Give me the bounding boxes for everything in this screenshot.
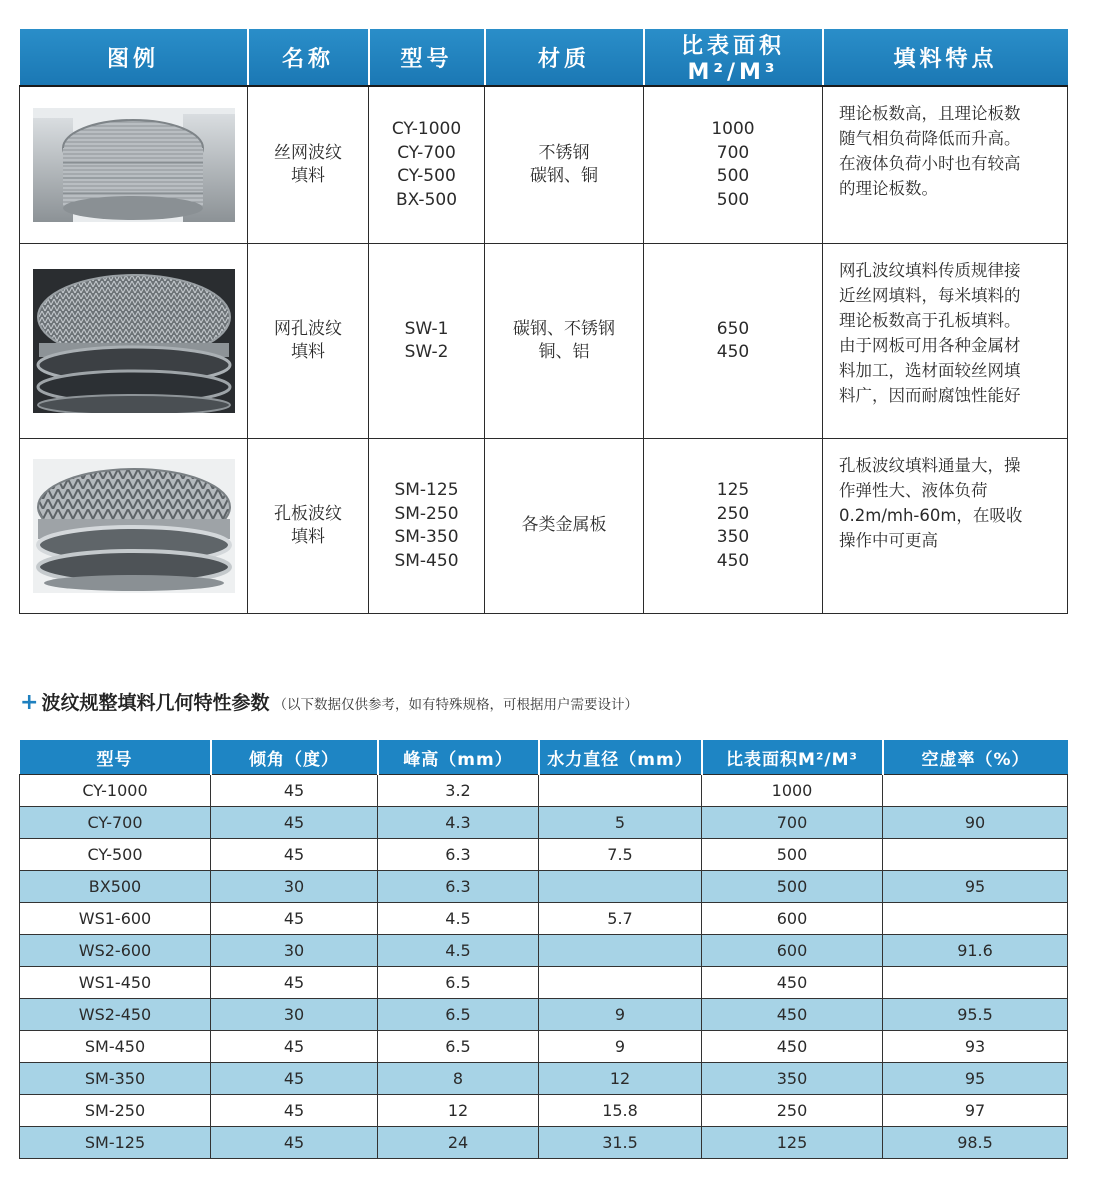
- hydraulic-diameter-cell: 31.5: [539, 1127, 702, 1159]
- specific-area-cell: 600: [702, 903, 883, 935]
- void-fraction-cell: [883, 903, 1068, 935]
- model-cell: WS1-600: [20, 903, 211, 935]
- model-value: CY-700: [397, 142, 456, 163]
- packing-image-cell: [20, 86, 248, 244]
- specific-area-cell: 700: [702, 807, 883, 839]
- header-model: 型号: [369, 29, 485, 86]
- hydraulic-diameter-cell: [539, 775, 702, 807]
- model-value: SW-1: [404, 318, 449, 339]
- hydraulic-diameter-cell: [539, 935, 702, 967]
- hydraulic-diameter-cell: 9: [539, 999, 702, 1031]
- packing-row-wire-mesh: [20, 86, 1068, 244]
- specific-area-cell: 450: [702, 1031, 883, 1063]
- table-row: [20, 839, 1068, 871]
- table-row: [20, 999, 1068, 1031]
- feature-line: 网孔波纹填料传质规律接: [839, 261, 1021, 280]
- packing-models-cell: [369, 244, 485, 439]
- table-row: [20, 1127, 1068, 1159]
- feature-line: 孔板波纹填料通量大，操: [839, 456, 1021, 475]
- header-name: 名称: [248, 29, 369, 86]
- hydraulic-diameter-cell: 12: [539, 1063, 702, 1095]
- header-model: 型号: [20, 740, 211, 775]
- hydraulic-diameter-cell: 15.8: [539, 1095, 702, 1127]
- area-value: 250: [716, 503, 750, 524]
- material-line: 各类金属板: [521, 515, 607, 536]
- header-specific-area: 比表面积M²/M³: [644, 29, 823, 86]
- table-row: [20, 935, 1068, 967]
- feature-line: 作弹性大、液体负荷: [839, 481, 988, 500]
- model-cell: CY-700: [20, 807, 211, 839]
- packing-material-cell: [485, 86, 644, 244]
- packing-image-cell: [20, 439, 248, 614]
- specific-area-cell: 500: [702, 839, 883, 871]
- void-fraction-cell: [883, 775, 1068, 807]
- model-cell: SM-125: [20, 1127, 211, 1159]
- packing-row-orifice-plate: [20, 439, 1068, 614]
- feature-line: 料广，因而耐腐蚀性能好: [839, 386, 1021, 405]
- angle-cell: 30: [211, 935, 378, 967]
- void-fraction-cell: 91.6: [883, 935, 1068, 967]
- angle-cell: 45: [211, 967, 378, 999]
- feature-line: 操作中可更高: [839, 531, 938, 550]
- packing-row-perforated-mesh: [20, 244, 1068, 439]
- header-material: 材质: [485, 29, 644, 86]
- area-value: 450: [716, 550, 750, 571]
- header-features: 填料特点: [823, 29, 1068, 86]
- void-fraction-cell: 90: [883, 807, 1068, 839]
- packing-area-cell: [644, 244, 823, 439]
- void-fraction-cell: 95: [883, 1063, 1068, 1095]
- peak-height-cell: 6.5: [378, 967, 539, 999]
- model-value: SM-250: [394, 503, 459, 524]
- packing-types-header-row: [20, 29, 1068, 86]
- model-cell: SM-350: [20, 1063, 211, 1095]
- plus-icon: +: [20, 690, 39, 715]
- angle-cell: 45: [211, 1095, 378, 1127]
- packing-features-cell: [823, 86, 1068, 244]
- specific-area-cell: 350: [702, 1063, 883, 1095]
- packing-name-line: 丝网波纹: [274, 142, 342, 163]
- header-void-fraction: 空虚率（%）: [883, 740, 1068, 775]
- packing-name-cell: [248, 86, 369, 244]
- specific-area-cell: 1000: [702, 775, 883, 807]
- model-value: CY-500: [397, 166, 456, 186]
- table-row: [20, 1063, 1068, 1095]
- material-line: 碳钢、铜: [530, 166, 598, 186]
- peak-height-cell: 4.3: [378, 807, 539, 839]
- angle-cell: 45: [211, 1031, 378, 1063]
- angle-cell: 30: [211, 871, 378, 903]
- table-row: [20, 967, 1068, 999]
- table-row: [20, 1031, 1068, 1063]
- feature-line: 随气相负荷降低而升高。: [839, 129, 1021, 148]
- area-value: 450: [716, 342, 750, 362]
- specific-area-cell: 450: [702, 999, 883, 1031]
- geometric-parameters-table: [19, 740, 1068, 1159]
- packing-types-table: [19, 29, 1068, 614]
- model-cell: CY-1000: [20, 775, 211, 807]
- table-row: [20, 807, 1068, 839]
- specific-area-cell: 250: [702, 1095, 883, 1127]
- void-fraction-cell: [883, 967, 1068, 999]
- peak-height-cell: 24: [378, 1127, 539, 1159]
- peak-height-cell: 8: [378, 1063, 539, 1095]
- packing-area-cell: [644, 439, 823, 614]
- angle-cell: 45: [211, 807, 378, 839]
- area-value: 350: [716, 527, 750, 547]
- feature-line: 理论板数高，且理论板数: [839, 104, 1021, 123]
- header-peak-height: 峰高（mm）: [378, 740, 539, 775]
- packing-name-line: 填料: [291, 166, 325, 186]
- packing-name-cell: [248, 439, 369, 614]
- model-value: SM-125: [394, 480, 459, 500]
- void-fraction-cell: 98.5: [883, 1127, 1068, 1159]
- angle-cell: 30: [211, 999, 378, 1031]
- model-value: BX-500: [395, 189, 458, 210]
- table-row: [20, 903, 1068, 935]
- packing-features-cell: [823, 439, 1068, 614]
- packing-material-cell: [485, 439, 644, 614]
- void-fraction-cell: 95: [883, 871, 1068, 903]
- peak-height-cell: 4.5: [378, 903, 539, 935]
- hydraulic-diameter-cell: [539, 967, 702, 999]
- packing-name-cell: [248, 244, 369, 439]
- feature-line: 0.2m/mh-60m，在吸收: [839, 506, 1023, 525]
- void-fraction-cell: 97: [883, 1095, 1068, 1127]
- peak-height-cell: 6.5: [378, 999, 539, 1031]
- area-value: 1000: [711, 119, 755, 139]
- hydraulic-diameter-cell: 7.5: [539, 839, 702, 871]
- table-row: [20, 1095, 1068, 1127]
- packing-models-cell: [369, 439, 485, 614]
- section-title: 波纹规整填料几何特性参数: [41, 692, 270, 714]
- void-fraction-cell: [883, 839, 1068, 871]
- area-value: 650: [716, 318, 750, 339]
- area-value: 500: [716, 166, 750, 186]
- angle-cell: 45: [211, 775, 378, 807]
- wire-mesh-packing-photo: [33, 108, 235, 222]
- header-legend: 图例: [20, 29, 248, 86]
- model-cell: SM-250: [20, 1095, 211, 1127]
- void-fraction-cell: 95.5: [883, 999, 1068, 1031]
- packing-image-cell: [20, 244, 248, 439]
- area-value: 125: [716, 480, 750, 500]
- table-row: [20, 775, 1068, 807]
- feature-line: 理论板数高于孔板填料。: [839, 311, 1021, 330]
- hydraulic-diameter-cell: 5.7: [539, 903, 702, 935]
- packing-name-line: 网孔波纹: [274, 318, 342, 339]
- header-hydraulic-diameter: 水力直径（mm）: [539, 740, 702, 775]
- section-note: （以下数据仅供参考，如有特殊规格，可根据用户需要设计）: [273, 697, 638, 713]
- model-cell: SM-450: [20, 1031, 211, 1063]
- model-cell: BX500: [20, 871, 211, 903]
- angle-cell: 45: [211, 839, 378, 871]
- model-cell: WS2-450: [20, 999, 211, 1031]
- material-line: 不锈钢: [538, 142, 590, 163]
- section-heading: [20, 688, 638, 715]
- model-cell: WS1-450: [20, 967, 211, 999]
- model-value: CY-1000: [391, 119, 462, 139]
- model-value: SM-350: [394, 527, 459, 547]
- feature-line: 由于网板可用各种金属材: [839, 336, 1021, 355]
- area-value: 700: [716, 142, 750, 163]
- peak-height-cell: 6.3: [378, 871, 539, 903]
- hydraulic-diameter-cell: 5: [539, 807, 702, 839]
- feature-line: 料加工，选材面较丝网填: [839, 361, 1021, 380]
- table-row: [20, 871, 1068, 903]
- peak-height-cell: 6.5: [378, 1031, 539, 1063]
- parameters-table-body: [20, 775, 1068, 1159]
- packing-models-cell: [369, 86, 485, 244]
- packing-name-line: 填料: [291, 527, 325, 547]
- perforated-mesh-packing-photo: [33, 269, 235, 413]
- peak-height-cell: 4.5: [378, 935, 539, 967]
- header-specific-area: 比表面积M²/M³: [702, 740, 883, 775]
- area-value: 500: [716, 189, 750, 210]
- peak-height-cell: 3.2: [378, 775, 539, 807]
- packing-area-cell: [644, 86, 823, 244]
- peak-height-cell: 6.3: [378, 839, 539, 871]
- model-value: SW-2: [404, 342, 449, 362]
- header-angle: 倾角（度）: [211, 740, 378, 775]
- specific-area-cell: 600: [702, 935, 883, 967]
- feature-line: 近丝网填料，每米填料的: [839, 286, 1021, 305]
- specific-area-cell: 500: [702, 871, 883, 903]
- peak-height-cell: 12: [378, 1095, 539, 1127]
- orifice-plate-packing-photo: [33, 459, 235, 593]
- model-cell: CY-500: [20, 839, 211, 871]
- packing-material-cell: [485, 244, 644, 439]
- angle-cell: 45: [211, 903, 378, 935]
- packing-name-line: 孔板波纹: [274, 503, 342, 524]
- parameters-header-row: [20, 740, 1068, 775]
- specific-area-cell: 125: [702, 1127, 883, 1159]
- model-cell: WS2-600: [20, 935, 211, 967]
- angle-cell: 45: [211, 1127, 378, 1159]
- specific-area-cell: 450: [702, 967, 883, 999]
- model-value: SM-450: [394, 550, 459, 571]
- packing-features-cell: [823, 244, 1068, 439]
- void-fraction-cell: 93: [883, 1031, 1068, 1063]
- feature-line: 的理论板数。: [839, 179, 938, 198]
- material-line: 碳钢、不锈钢: [513, 318, 615, 339]
- packing-name-line: 填料: [291, 342, 325, 362]
- hydraulic-diameter-cell: 9: [539, 1031, 702, 1063]
- material-line: 铜、铝: [538, 342, 590, 362]
- hydraulic-diameter-cell: [539, 871, 702, 903]
- feature-line: 在液体负荷小时也有较高: [839, 154, 1021, 173]
- angle-cell: 45: [211, 1063, 378, 1095]
